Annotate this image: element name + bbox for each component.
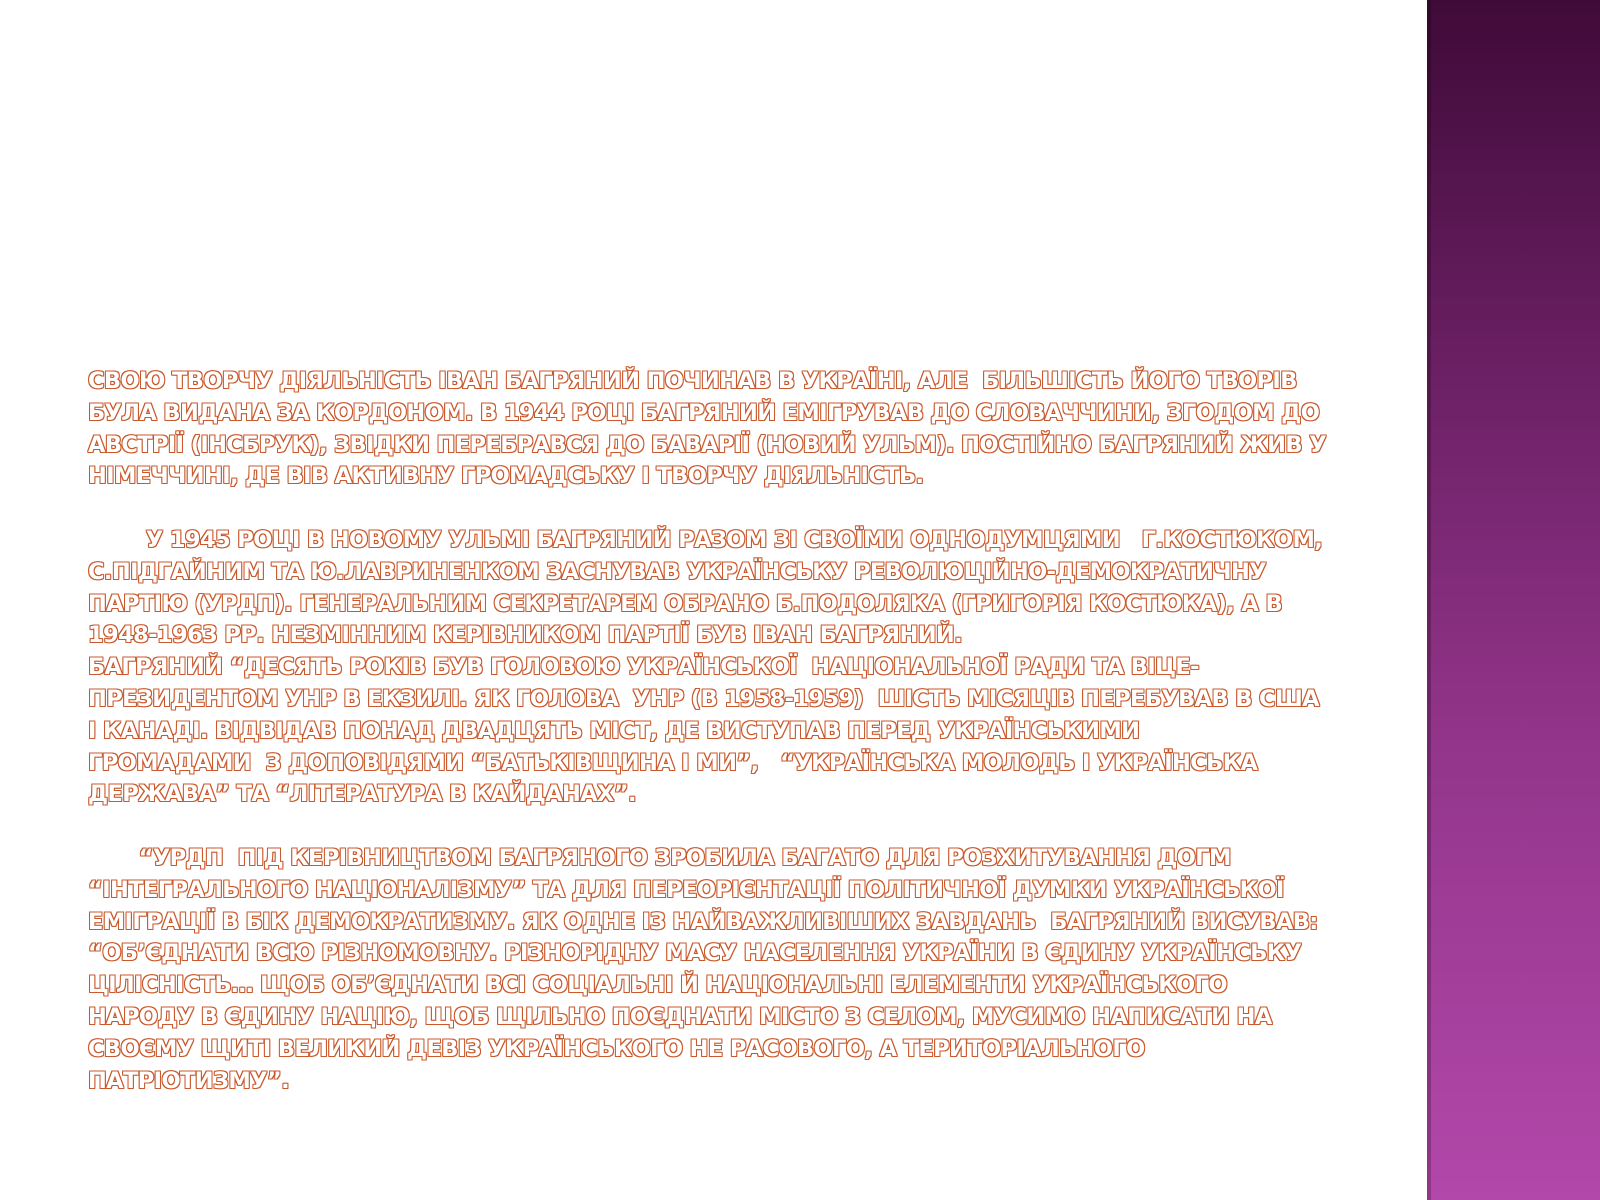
paragraph-spacer (88, 811, 1408, 843)
text-line: С.ПІДГАЙНИМ ТА Ю.ЛАВРИНЕНКОМ ЗАСНУВАВ УКРАЇНСЬКУ РЕВОЛЮЦІЙНО-ДЕМОКРАТИЧНУ (88, 558, 1266, 585)
paragraph-urdp-quote (88, 843, 1408, 1097)
slide-body-text (88, 366, 1408, 1097)
text-line: 1948-1963 РР. НЕЗМІННИМ КЕРІВНИКОМ ПАРТІЇ БУВ ІВАН БАГРЯНИЙ. (88, 622, 963, 649)
text-line: “ІНТЕГРАЛЬНОГО НАЦІОНАЛІЗМУ” ТА ДЛЯ ПЕРЕОРІЄНТАЦІЇ ПОЛІТИЧНОЇ ДУМКИ УКРАЇНСЬКОЇ (88, 876, 1284, 903)
text-line: СВОЄМУ ЩИТІ ВЕЛИКИЙ ДЕВІЗ УКРАЇНСЬКОГО НЕ РАСОВОГО, А ТЕРИТОРІАЛЬНОГО (88, 1035, 1145, 1062)
text-line: НІМЕЧЧИНІ, ДЕ ВІВ АКТИВНУ ГРОМАДСЬКУ І ТВОРЧУ ДІЯЛЬНІСТЬ. (88, 463, 924, 490)
text-line: ГРОМАДАМИ З ДОПОВІДЯМИ “БАТЬКІВЩИНА І МИ”, “УКРАЇНСЬКА МОЛОДЬ І УКРАЇНСЬКА (88, 749, 1258, 776)
text-line: ПАТРІОТИЗМУ”. (88, 1067, 290, 1094)
text-line: ЦІЛІСНІСТЬ… ЩОБ ОБ’ЄДНАТИ ВСІ СОЦІАЛЬНІ Й НАЦІОНАЛЬНІ ЕЛЕМЕНТИ УКРАЇНСЬКОГО (88, 972, 1227, 999)
text-line: АВСТРІЇ (ІНСБРУК), ЗВІДКИ ПЕРЕБРАВСЯ ДО БАВАРІЇ (НОВИЙ УЛЬМ). ПОСТІЙНО БАГРЯНИЙ ЖИВ У (88, 431, 1326, 458)
text-line: ПРЕЗИДЕНТОМ УНР В ЕКЗИЛІ. ЯК ГОЛОВА УНР (В 1958-1959) ШІСТЬ МІСЯЦІВ ПЕРЕБУВАВ В США (88, 685, 1319, 712)
text-line: БУЛА ВИДАНА ЗА КОРДОНОМ. В 1944 РОЦІ БАГРЯНИЙ ЕМІГРУВАВ ДО СЛОВАЧЧИНИ, ЗГОДОМ ДО (88, 399, 1320, 426)
text-line: БАГРЯНИЙ “ДЕСЯТЬ РОКІВ БУВ ГОЛОВОЮ УКРАЇНСЬКОЇ НАЦІОНАЛЬНОЇ РАДИ ТА ВІЦЕ- (88, 654, 1199, 681)
text-line: ДЕРЖАВА” ТА “ЛІТЕРАТУРА В КАЙДАНАХ”. (88, 781, 636, 808)
text-line: ЕМІГРАЦІЇ В БІК ДЕМОКРАТИЗМУ. ЯК ОДНЕ ІЗ НАЙВАЖЛИВІШИХ ЗАВДАНЬ БАГРЯНИЙ ВИСУВАВ: (88, 908, 1318, 935)
text-line: І КАНАДІ. ВІДВІДАВ ПОНАД ДВАДЦЯТЬ МІСТ, ДЕ ВИСТУПАВ ПЕРЕД УКРАЇНСЬКИМИ (88, 717, 1140, 744)
paragraph-urdp-founding (88, 525, 1408, 811)
text-line: ПАРТІЮ (УРДП). ГЕНЕРАЛЬНИМ СЕКРЕТАРЕМ ОБРАНО Б.ПОДОЛЯКА (ГРИГОРІЯ КОСТЮКА), А В (88, 590, 1282, 617)
text-line: “ОБ’ЄДНАТИ ВСЮ РІЗНОМОВНУ. РІЗНОРІДНУ МАСУ НАСЕЛЕННЯ УКРАЇНИ В ЄДИНУ УКРАЇНСЬКУ (88, 940, 1302, 967)
paragraph-spacer (88, 493, 1408, 525)
text-line: “УРДП ПІД КЕРІВНИЦТВОМ БАГРЯНОГО ЗРОБИЛА БАГАТО ДЛЯ РОЗХИТУВАННЯ ДОГМ (88, 844, 1231, 871)
text-line: У 1945 РОЦІ В НОВОМУ УЛЬМІ БАГРЯНИЙ РАЗОМ ЗІ СВОЇМИ ОДНОДУМЦЯМИ Г.КОСТЮКОМ, (88, 526, 1323, 553)
text-line: СВОЮ ТВОРЧУ ДІЯЛЬНІСТЬ ІВАН БАГРЯНИЙ ПОЧИНАВ В УКРАЇНІ, АЛЕ БІЛЬШІСТЬ ЙОГО ТВОРІВ (88, 368, 1297, 394)
decorative-side-band (1427, 0, 1600, 1200)
paragraph-biography (88, 366, 1408, 493)
text-line: НАРОДУ В ЄДИНУ НАЦІЮ, ЩОБ ЩІЛЬНО ПОЄДНАТИ МІСТО З СЕЛОМ, МУСИМО НАПИСАТИ НА (88, 1003, 1272, 1030)
